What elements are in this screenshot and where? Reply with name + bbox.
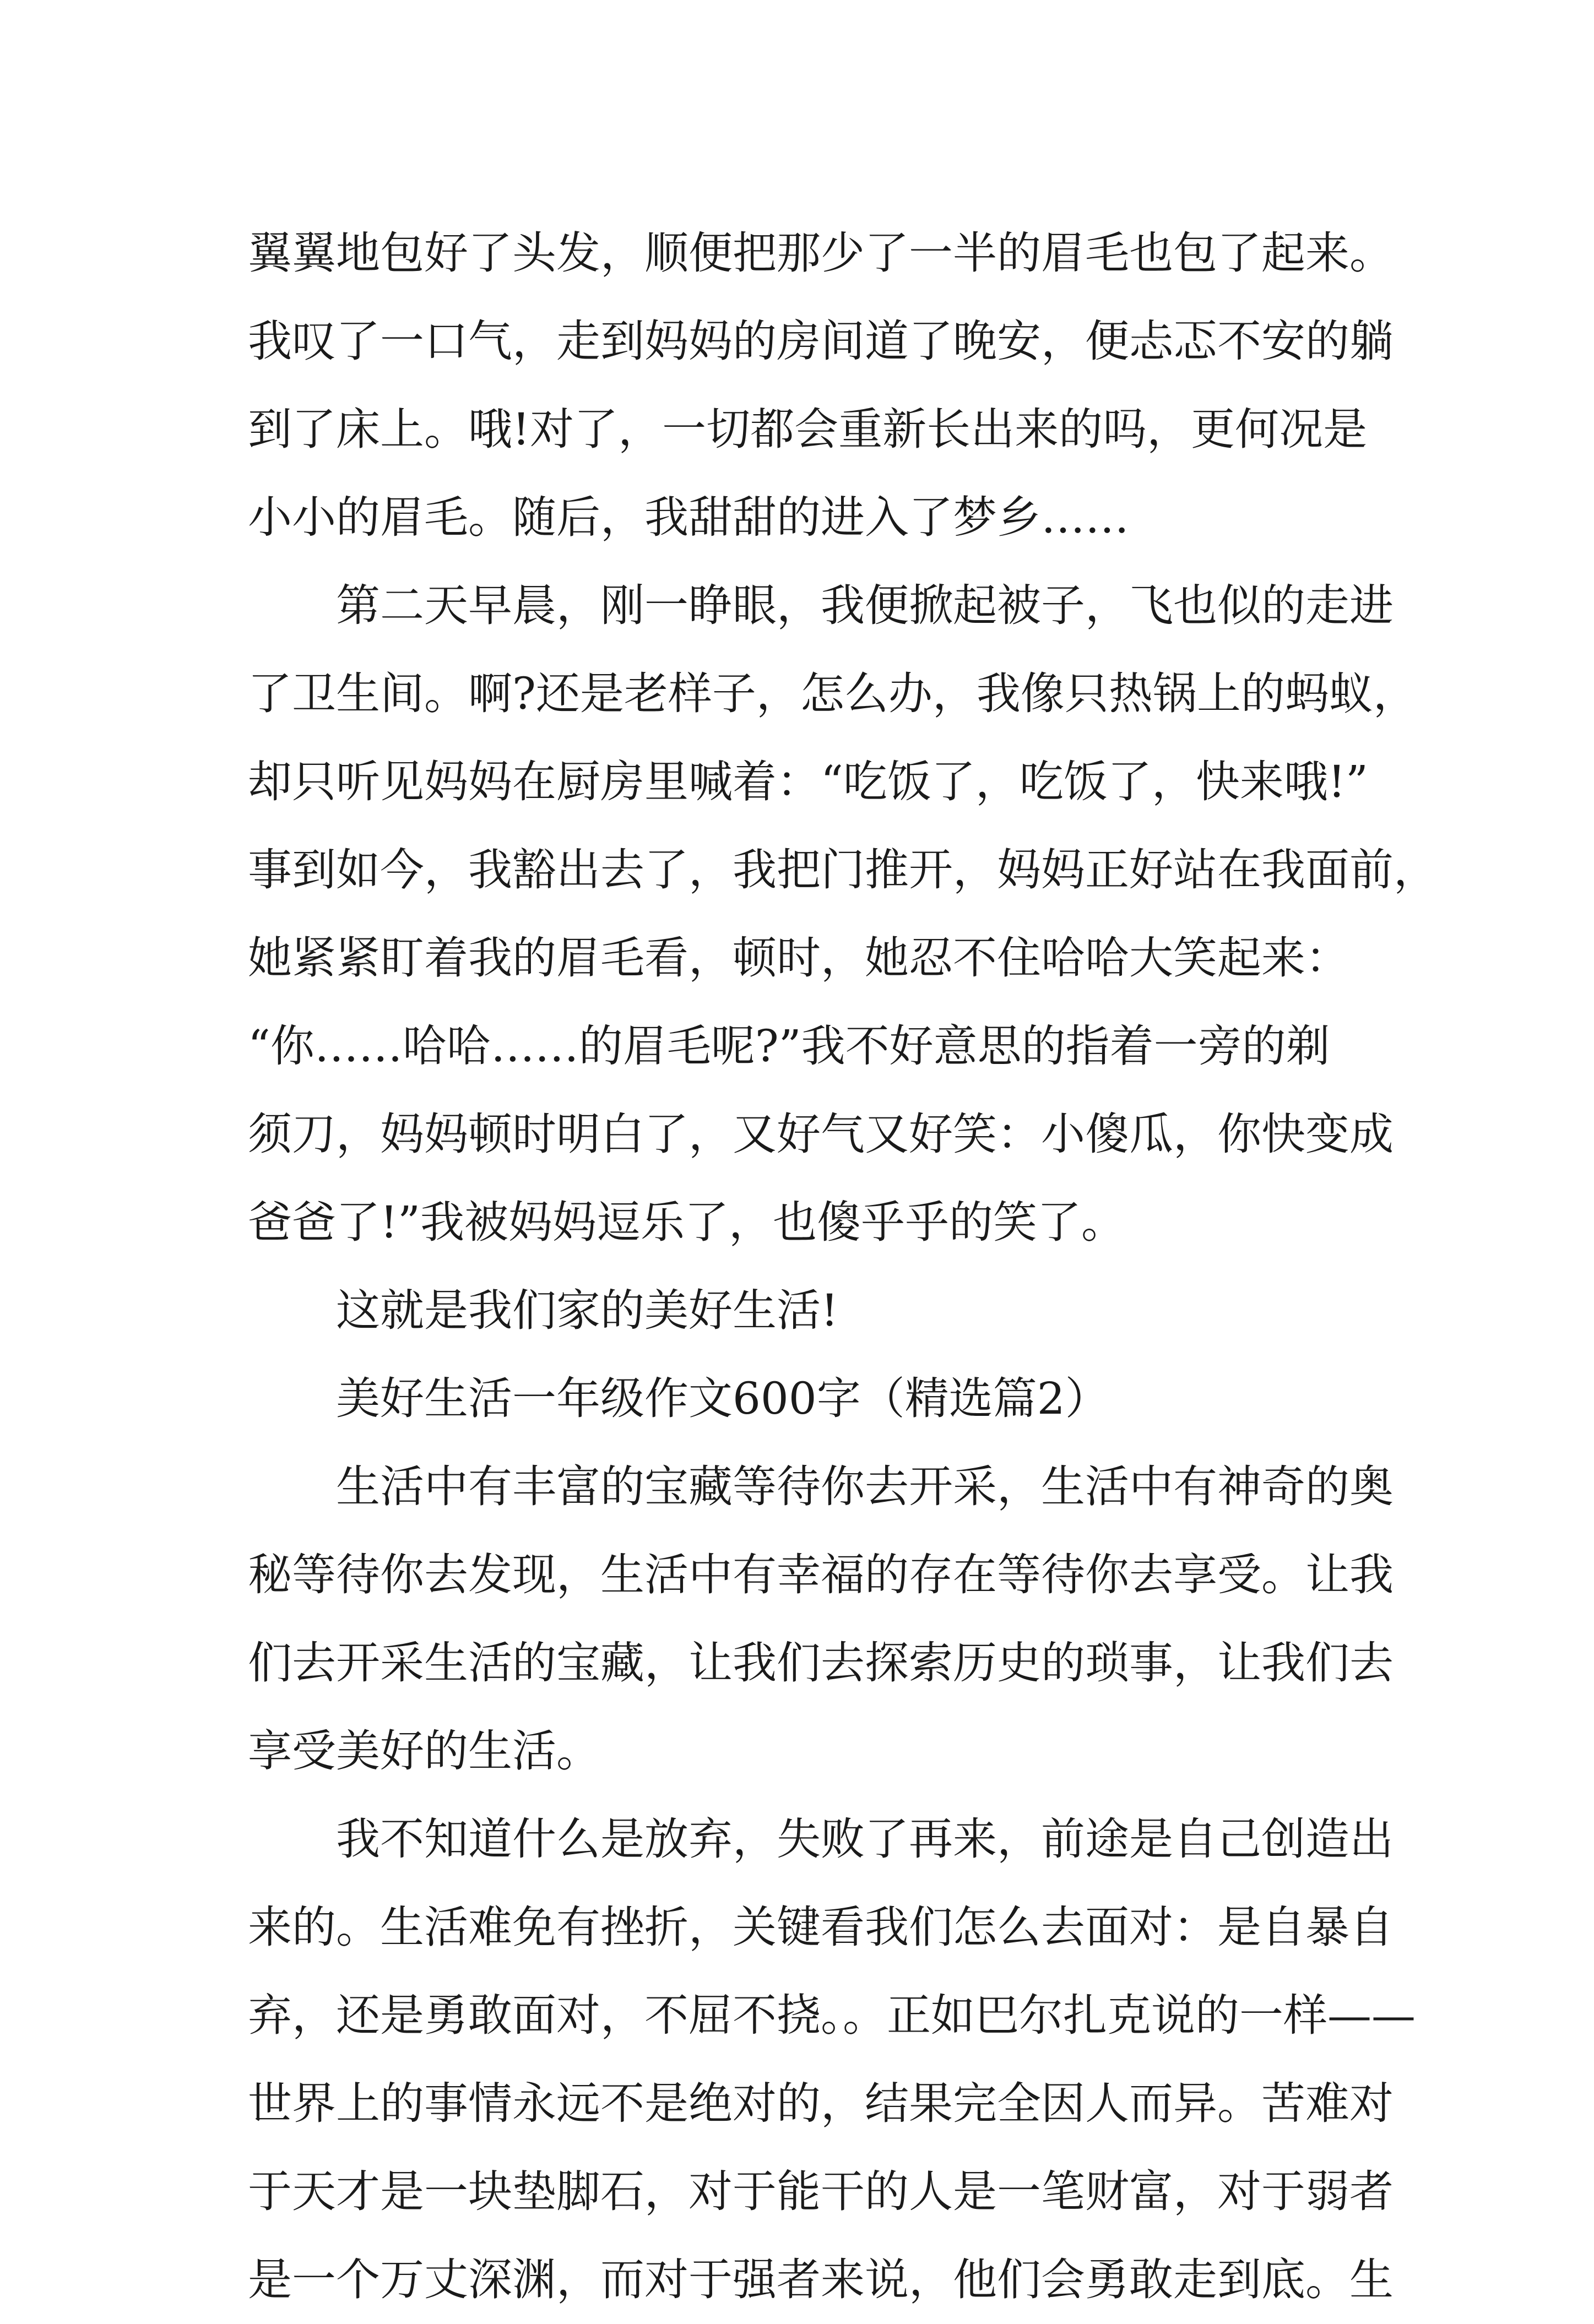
text-line: 却只听见妈妈在厨房里喊着：“吃饭了，吃饭了，快来哦!” (248, 756, 1368, 807)
text-line: 爸爸了!”我被妈妈逗乐了，也傻乎乎的笑了。 (248, 1197, 1126, 1248)
text-line: 们去开采生活的宝藏，让我们去探索历史的琐事，让我们去 (248, 1637, 1394, 1688)
text-line: 到了床上。哦!对了，一切都会重新长出来的吗，更何况是 (248, 404, 1368, 455)
section-heading: 美好生活一年级作文600字（精选篇2） (336, 1373, 1109, 1424)
text-line: 于天才是一块垫脚石，对于能干的人是一笔财富，对于弱者 (248, 2166, 1394, 2217)
text-line: 秘等待你去发现，生活中有幸福的存在等待你去享受。让我 (248, 1549, 1394, 1600)
text-line: 我叹了一口气，走到妈妈的房间道了晚安，便忐忑不安的躺 (248, 316, 1394, 367)
text-line: 翼翼地包好了头发，顺便把那少了一半的眉毛也包了起来。 (248, 227, 1394, 279)
text-line: 生活中有丰富的宝藏等待你去开采，生活中有神奇的奥 (336, 1461, 1394, 1512)
text-line: 第二天早晨，刚一睁眼，我便掀起被子，飞也似的走进 (336, 580, 1394, 631)
text-line: 享受美好的生活。 (248, 1725, 600, 1777)
text-line: 来的。生活难免有挫折，关键看我们怎么去面对：是自暴自 (248, 1902, 1394, 1953)
text-line: 是一个万丈深渊，而对于强者来说，他们会勇敢走到底。生 (248, 2254, 1394, 2305)
text-line: 事到如今，我豁出去了，我把门推开，妈妈正好站在我面前， (248, 844, 1438, 895)
text-line: 弃，还是勇敢面对，不屈不挠。。正如巴尔扎克说的一样—— (248, 1990, 1416, 2041)
text-line: 这就是我们家的美好生活! (336, 1285, 839, 1336)
text-line: 小小的眉毛。随后，我甜甜的进入了梦乡…… (248, 492, 1129, 543)
text-line: 了卫生间。啊?还是老样子，怎么办，我像只热锅上的蚂蚁， (248, 668, 1417, 719)
text-line: 她紧紧盯着我的眉毛看，顿时，她忍不住哈哈大笑起来： (248, 932, 1349, 984)
text-line: “你……哈哈……的眉毛呢?”我不好意思的指着一旁的剃 (248, 1020, 1330, 1072)
text-line: 须刀，妈妈顿时明白了，又好气又好笑：小傻瓜，你快变成 (248, 1109, 1394, 1160)
text-line: 世界上的事情永远不是绝对的，结果完全因人而异。苦难对 (248, 2078, 1394, 2129)
text-line: 我不知道什么是放弃，失败了再来，前途是自己创造出 (336, 1813, 1394, 1865)
